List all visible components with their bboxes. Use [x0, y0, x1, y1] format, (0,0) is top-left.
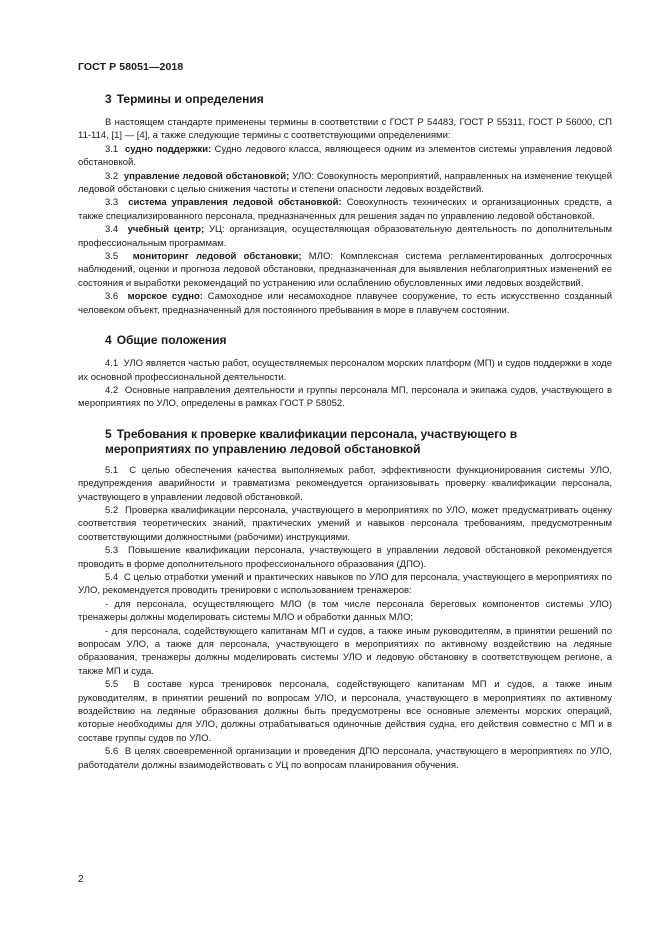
paragraph: [78, 357, 612, 384]
paragraph: [78, 745, 612, 772]
paragraph-text: Основные направления деятельности и группы персонала МП, персонала и экипажа судов, участвующего в мероприятиях по УЛО, определены в рамках ГОСТ Р 58052.: [78, 384, 612, 410]
clause-number: 3.5: [105, 251, 119, 263]
clause-number: 3.3: [105, 197, 119, 209]
paragraph-text: Судно ледового класса, являющееся одним из элементов системы управления ледовой обстановкой.: [78, 143, 613, 169]
clause-number: 5.6: [105, 746, 119, 758]
paragraph: [78, 250, 612, 290]
section-paragraphs: [78, 464, 612, 772]
paragraph: [78, 598, 612, 625]
paragraph: [78, 384, 612, 411]
paragraph-text: В настоящем стандарте применены термины в соответствии с ГОСТ Р 54483, ГОСТ Р 55311, ГОСТ Р 56000, СП 11-114, [1] — [4], а также следующие термины с соответствующими определениями:: [78, 117, 612, 142]
paragraph-text: УЛО: Совокупность мероприятий, направленных на изменение текущей ледовой обстановки с целью снижения частоты и степени опасности ледовых воздействий.: [78, 170, 613, 196]
term: судно поддержки:: [124, 143, 212, 155]
clause-number: 5.5: [105, 679, 119, 691]
paragraph: [78, 625, 612, 679]
section-5: [78, 427, 612, 772]
clause-number: 5.2: [105, 504, 119, 516]
section-heading: 4 Общие положения: [105, 333, 227, 348]
page-number: 2: [78, 874, 84, 885]
paragraph: [78, 143, 612, 170]
section-heading: 5 Требования к проверке квалификации персонала, участвующего в мероприятиях по управлению ледовой обстановкой: [105, 426, 518, 456]
term: система управления ледовой обстановкой:: [128, 197, 342, 209]
clause-number: 3.1: [105, 143, 119, 155]
paragraph-text: УЛО является частью работ, осуществляемых персоналом морских платформ (МП) и судов поддержки в ходе их основной профессиональной деятельности.: [78, 358, 613, 383]
paragraph: [78, 678, 612, 745]
paragraph-text: В составе курса тренировок персонала, содействующего капитанам МП и судов, а также иным руководителям, в принятии решений по вопросам УЛО, и персонала, участвующего в мероприятиях по активному воздействию на ледяные образования должны быть предусмотрены все основные элементы морских операций, которые необходимы для УЛО, должны отрабатываться одиночные действия судна, его действия совместно с МП и в составе группы судов по УЛО.: [78, 679, 612, 744]
paragraph-text: Совокупность технических и организационных средств, а также специализированного персонала, предназначенных для решения задач по управлению ледовой обстановкой.: [78, 197, 612, 222]
paragraph-text: Самоходное или несамоходное плавучее сооружение, то есть искусственно созданный человеком объект, предназначенный для постоянного пребывания в море в плавучем состоянии.: [78, 291, 613, 316]
clause-number: 5.3: [105, 545, 119, 557]
clause-number: 5.4: [105, 571, 119, 583]
paragraph: [78, 504, 612, 544]
paragraph: [78, 464, 612, 504]
section-3: [78, 92, 612, 317]
term: учебный центр;: [127, 224, 205, 236]
paragraph-text: - для персонала, содействующего капитанам МП и судов, а также иным руководителям, в принятии решений по вопросам УЛО, а также для персонала, участвующего в мероприятиях по активному воздействию на ледяные образования, тренажеры должны моделировать системы УЛО и ледовую обстановку в соответствующем регионе, а также МП и суда.: [78, 625, 612, 677]
clause-number: 3.4: [105, 224, 119, 236]
clause-number: 5.1: [105, 464, 119, 476]
clause-number: 3.2: [105, 170, 119, 182]
paragraph: [78, 290, 612, 317]
paragraph-text: С целью обеспечения качества выполняемых работ, эффективности функционирования системы УЛО, предупреждения аварийности и травматизма рекомендуется организовывать проверку квалификации персонала, участвующего в управлении ледовой обстановкой.: [78, 464, 612, 503]
paragraph: [78, 223, 612, 250]
paragraph-text: С целью отработки умений и практических навыков по УЛО для персонала, участвующего в мероприятиях по УЛО, рекомендуется проводить тренировки с использованием тренажеров:: [78, 571, 612, 597]
paragraph-text: - для персонала, осуществляющего МЛО (в том числе персонала береговых компонентов системы УЛО) тренажеры должны моделировать системы МЛО и обработки данных МЛО;: [78, 598, 612, 624]
paragraph: [78, 196, 612, 223]
paragraph: [78, 170, 612, 197]
paragraph: [78, 116, 612, 143]
section-paragraphs: [78, 357, 612, 411]
paragraph-text: Проверка квалификации персонала, участвующего в мероприятиях по УЛО, может предусматривать оценку соответствия теоретических знаний, практических умений и навыков персонала требованиям, предусмотренным соответствующими должностными (рабочими) инструкциями.: [78, 504, 613, 543]
paragraph-text: МЛО: Комплексная система регламентированных долгосрочных наблюдений, оценки и прогноза ледовой обстановки, предназначенная для выявления неблагоприятных изменений ее состояния и выработки рекомендаций по устранению или ослаблению обусловленных ими ледовых воздействий.: [78, 251, 612, 289]
term: мониторинг ледовой обстановки;: [132, 251, 302, 263]
section-4: [78, 333, 612, 411]
paragraph-text: В целях своевременной организации и проведения ДПО персонала, участвующего в мероприятиях по УЛО, работодатели должны взаимодействовать с УЦ по вопросам планирования обучения.: [78, 746, 612, 771]
paragraph-text: УЦ: организация, осуществляющая образовательную деятельность по дополнительным профессиональным программам.: [78, 224, 613, 249]
paragraph-text: Повышение квалификации персонала, участвующего в управлении ледовой обстановкой рекомендуется проводить в форме дополнительного профессионального образования (ДПО).: [78, 545, 612, 570]
section-paragraphs: [78, 116, 612, 317]
clause-number: 3.6: [105, 291, 119, 303]
term: морское судно:: [127, 291, 203, 303]
clause-number: 4.1: [105, 358, 119, 370]
paragraph: [78, 544, 612, 571]
paragraph: [78, 571, 612, 598]
term: управление ледовой обстановкой;: [123, 170, 290, 182]
clause-number: 4.2: [105, 384, 119, 396]
document-body: [78, 92, 612, 788]
section-heading: 3 Термины и определения: [105, 92, 264, 106]
document-standard-header: ГОСТ Р 58051—2018: [78, 61, 184, 73]
